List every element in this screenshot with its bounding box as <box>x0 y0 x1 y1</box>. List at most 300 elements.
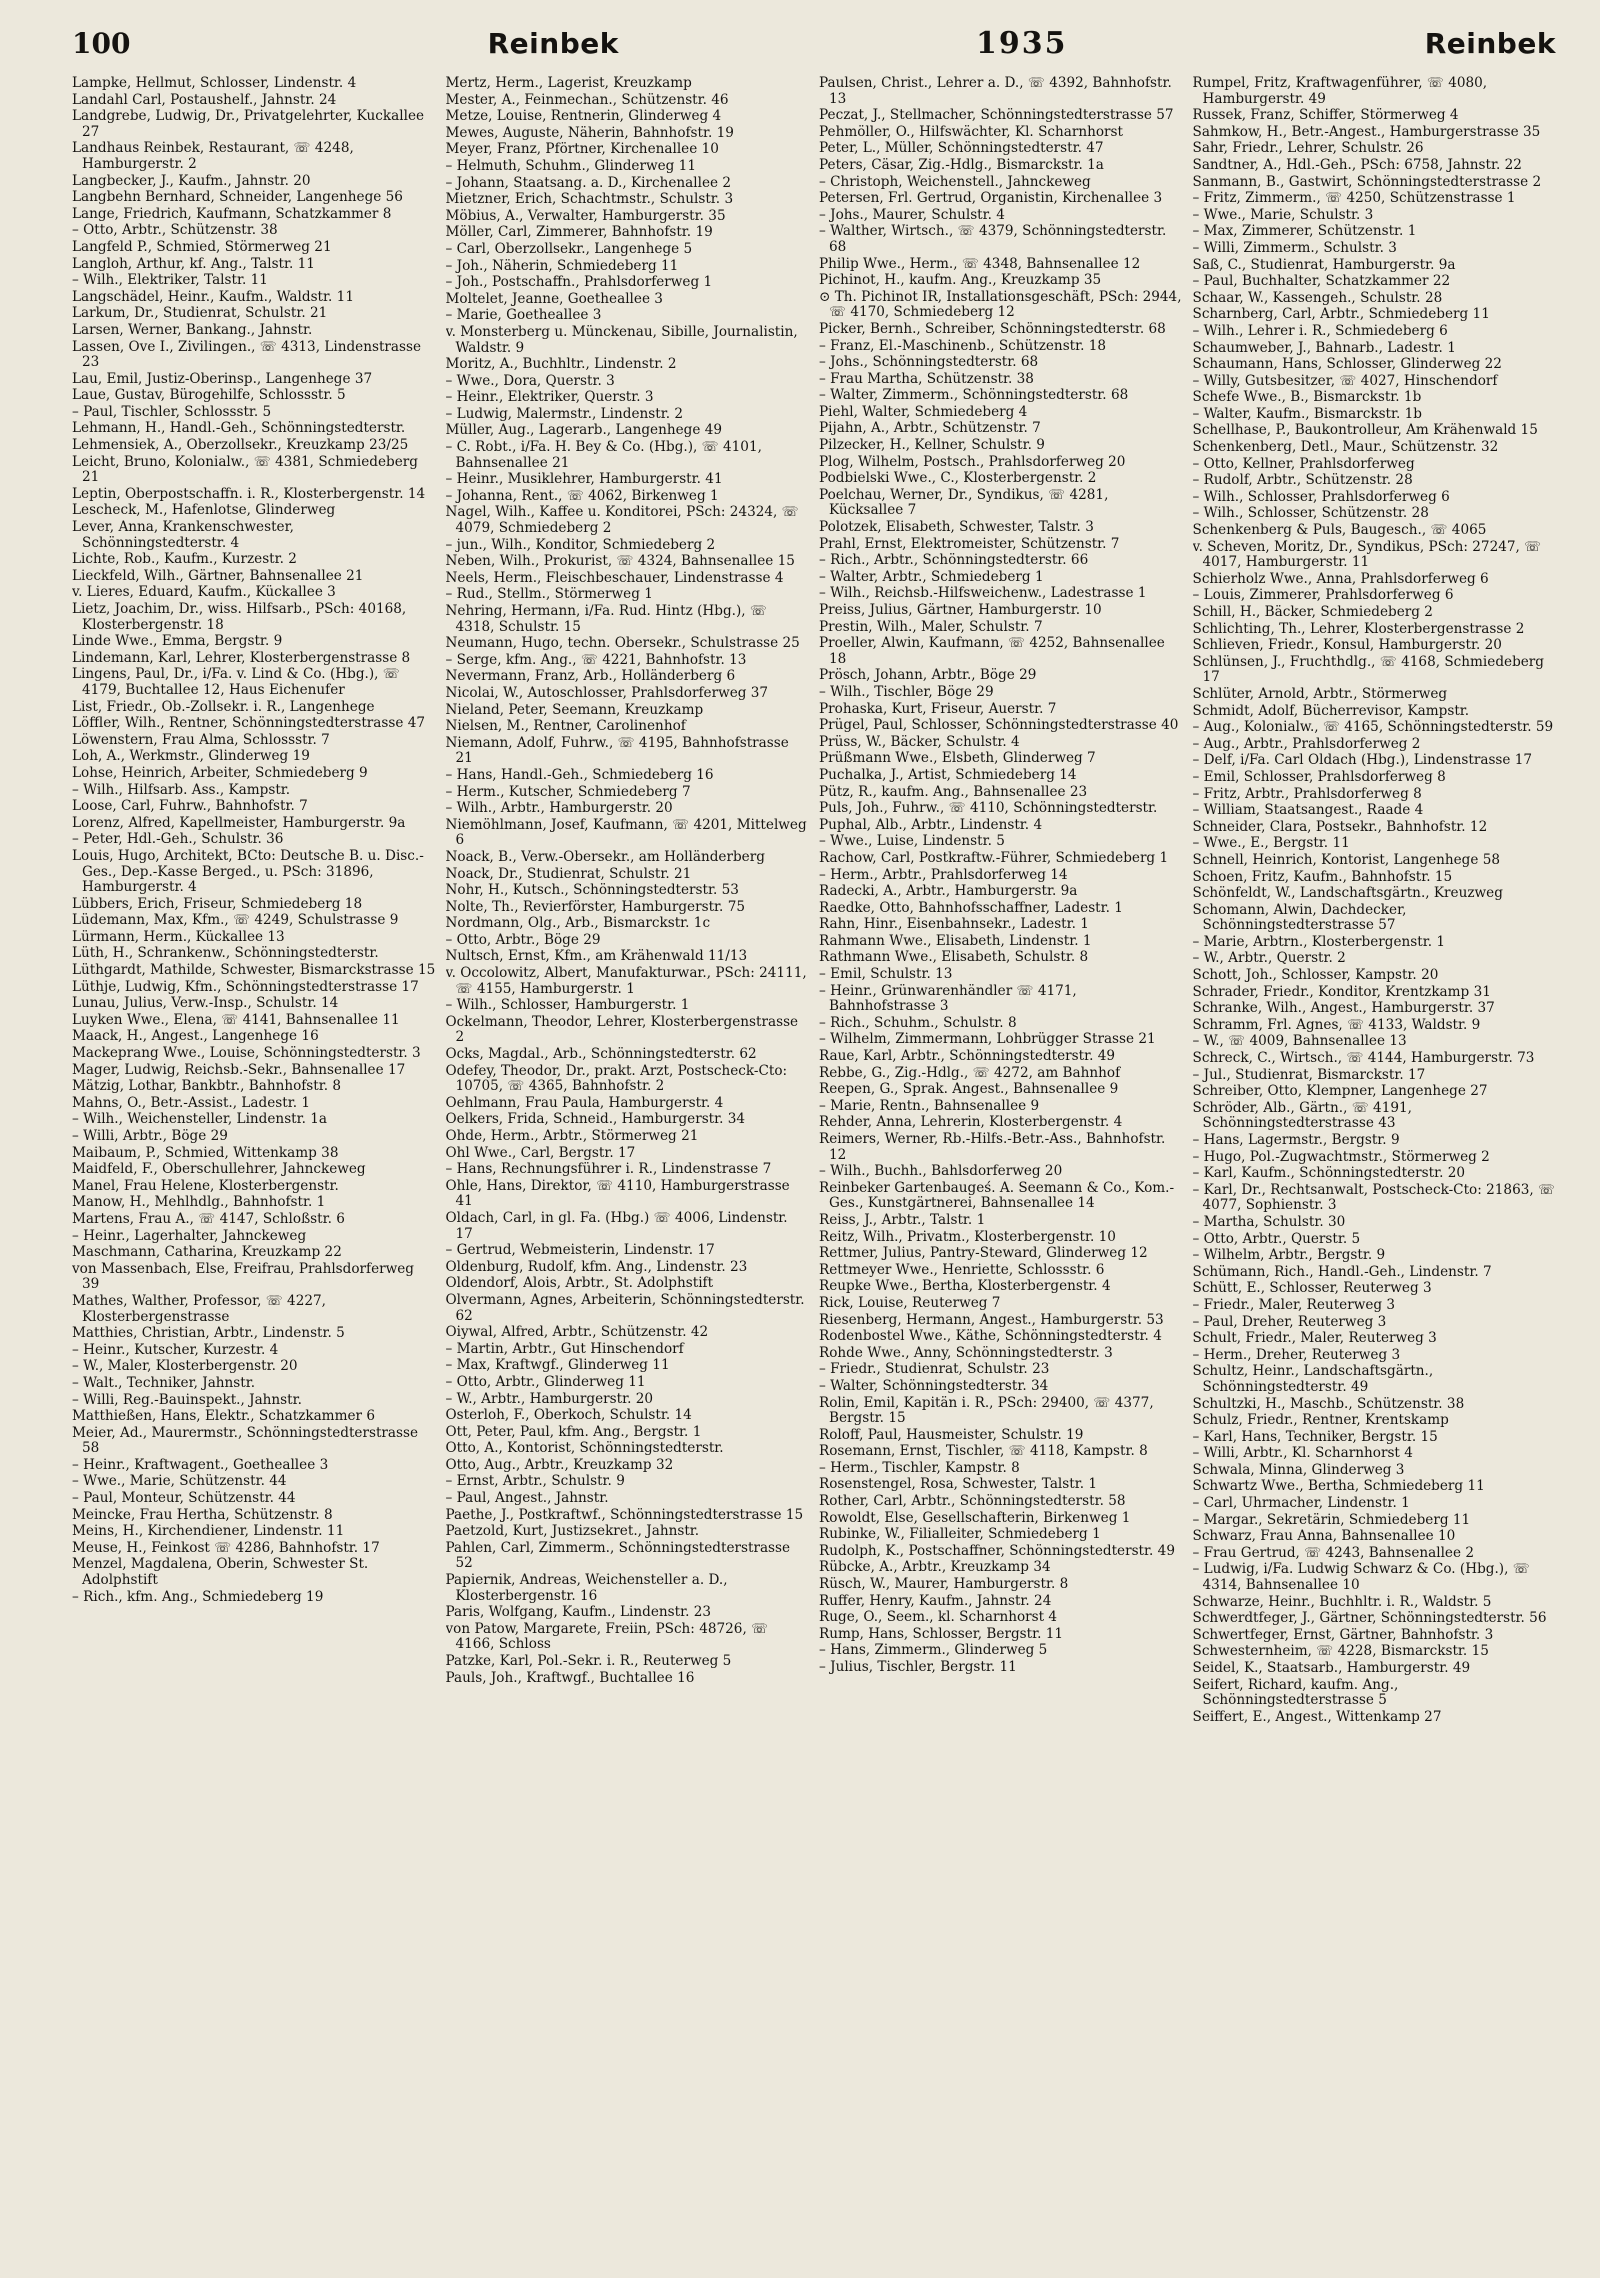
directory-entry: – Rich., Arbtr., Schönningstedterstr. 66 <box>819 552 1089 569</box>
directory-entry: Puchalka, J., Artist, Schmiedeberg 14 <box>819 766 1077 783</box>
directory-entry: Rother, Carl, Arbtr., Schönningstedterstr. 58 <box>819 1493 1126 1510</box>
directory-entry: – Hans, Lagermstr., Bergstr. 9 <box>1192 1132 1400 1148</box>
directory-entry: Larsen, Werner, Bankang., Jahnstr. <box>72 321 313 338</box>
directory-entry: Russek, Franz, Schiffer, Störmerweg 4 <box>1192 107 1459 124</box>
directory-entry: Lüthje, Ludwig, Kfm., Schönningstedterstrasse 17 <box>72 978 419 995</box>
directory-entry: – Johs., Maurer, Schulstr. 4 <box>819 206 1005 223</box>
directory-entry: Pütz, R., kaufm. Ang., Bahnsenallee 23 <box>819 783 1088 800</box>
directory-entry: Schenkenberg, Detl., Maur., Schützenstr. 32 <box>1192 439 1499 456</box>
directory-entry: Mager, Ludwig, Reichsb.-Sekr., Bahnsenallee 17 <box>72 1061 406 1078</box>
directory-entry: Nordmann, Olg., Arb., Bismarckstr. 1c <box>445 915 711 932</box>
directory-entry: – Margar., Sekretärin, Schmiedeberg 11 <box>1192 1511 1471 1528</box>
directory-entry: Manow, H., Mehlhdlg., Bahnhofstr. 1 <box>72 1194 326 1211</box>
directory-entry: – Wilh., Reichsb.-Hilfsweichenw., Ladestrasse 1 <box>819 585 1147 602</box>
directory-entry: – Rudolf, Arbtr., Schützenstr. 28 <box>1192 472 1413 489</box>
directory-entry: – Wwe., E., Bergstr. 11 <box>1192 835 1350 852</box>
directory-entry: Ohle, Hans, Direktor, ☏ 4110, Hamburgerstrasse 41 <box>445 1177 790 1210</box>
directory-entry: – Aug., Arbtr., Prahlsdorferweg 2 <box>1192 735 1421 752</box>
directory-entry: – Hans, Handl.-Geh., Schmiedeberg 16 <box>445 766 714 783</box>
directory-entry: – Heinr., Grünwarenhändler ☏ 4171, Bahnhofstrasse 3 <box>819 982 1077 1015</box>
directory-entry: – Wilh., Weichensteller, Lindenstr. 1a <box>72 1111 328 1128</box>
directory-entry: Schwesternheim, ☏ 4228, Bismarckstr. 15 <box>1192 1643 1489 1660</box>
directory-entry: – Herm., Dreher, Reuterweg 3 <box>1192 1346 1401 1363</box>
directory-entry: Nultsch, Ernst, Kfm., am Krähenwald 11/13 <box>445 948 748 965</box>
directory-entry: Schwertfeger, Ernst, Gärtner, Bahnhofstr. 3 <box>1192 1626 1494 1643</box>
directory-entry: Neels, Herm., Fleischbeschauer, Lindenstrasse 4 <box>445 569 784 586</box>
directory-entry: Lindemann, Karl, Lehrer, Klosterbergenstrasse 8 <box>72 649 411 666</box>
directory-entry: – Marie, Goetheallee 3 <box>445 307 602 324</box>
directory-entry: Lüthgardt, Mathilde, Schwester, Bismarckstrasse 15 <box>72 962 436 979</box>
directory-entry: – Friedr., Studienrat, Schulstr. 23 <box>819 1361 1050 1378</box>
directory-entry: Nohr, H., Kutsch., Schönningstedterstr. 53 <box>445 882 739 899</box>
directory-entry: Oldach, Carl, in gl. Fa. (Hbg.) ☏ 4006, Lindenstr. 17 <box>445 1209 788 1242</box>
directory-entry: Maack, H., Angest., Langenhege 16 <box>72 1028 319 1045</box>
directory-entry: Mathes, Walther, Professor, ☏ 4227, Klosterbergenstrasse <box>72 1292 326 1325</box>
directory-entry: Ockelmann, Theodor, Lehrer, Klosterbergenstrasse 2 <box>445 1013 799 1046</box>
directory-entry: Rübcke, A., Arbtr., Kreuzkamp 34 <box>819 1559 1051 1576</box>
directory-entry: Polotzek, Elisabeth, Schwester, Talstr. 3 <box>819 519 1094 536</box>
directory-entry: Lunau, Julius, Verw.-Insp., Schulstr. 14 <box>72 995 339 1012</box>
directory-entry: – Carl, Uhrmacher, Lindenstr. 1 <box>1192 1495 1410 1512</box>
directory-entry: – Paul, Tischler, Schlossstr. 5 <box>72 403 272 420</box>
directory-entry: Mätzig, Lothar, Bankbtr., Bahnhofstr. 8 <box>72 1078 342 1095</box>
running-title-left: Reinbek <box>487 27 619 60</box>
directory-entry: Müller, Aug., Lagerarb., Langenhege 49 <box>445 422 722 439</box>
directory-entry: – Wilh., Lehrer i. R., Schmiedeberg 6 <box>1192 322 1448 339</box>
directory-entry: – Christoph, Weichenstell., Jahnckeweg <box>819 173 1091 190</box>
directory-entry: – Walther, Wirtsch., ☏ 4379, Schönningstedterstr. 68 <box>819 223 1167 255</box>
directory-entry: Meier, Ad., Maurermstr., Schönningstedterstrasse 58 <box>72 1424 419 1457</box>
page-number: 100 <box>72 27 131 60</box>
directory-entry: Rachow, Carl, Postkraftw.-Führer, Schmiedeberg 1 <box>819 849 1169 866</box>
directory-entry: Martens, Frau A., ☏ 4147, Schloßstr. 6 <box>72 1210 345 1227</box>
directory-entry: Prohaska, Kurt, Friseur, Auerstr. 7 <box>819 700 1057 717</box>
directory-entry: – Wilh., Tischler, Böge 29 <box>819 683 994 700</box>
directory-entry: – Wwe., Dora, Querstr. 3 <box>445 372 615 389</box>
directory-entry: Maidfeld, F., Oberschullehrer, Jahnckeweg <box>72 1161 366 1178</box>
directory-entry: Meins, H., Kirchendiener, Lindenstr. 11 <box>72 1523 345 1540</box>
directory-entry: Olvermann, Agnes, Arbeiterin, Schönningstedterstr. 62 <box>445 1291 805 1324</box>
directory-entry: Mietzner, Erich, Schachtmstr., Schulstr. 3 <box>445 191 734 208</box>
directory-entry: Schellhase, P., Baukontrolleur, Am Krähenwald 15 <box>1192 422 1538 439</box>
directory-entry: Rahn, Hinr., Eisenbahnsekr., Ladestr. 1 <box>819 916 1089 933</box>
directory-column-4 <box>1193 76 1557 2256</box>
directory-entry: Schomann, Alwin, Dachdecker, Schönningstedterstrasse 57 <box>1192 901 1407 934</box>
directory-entry: – Johs., Schönningstedterstr. 68 <box>819 354 1039 371</box>
directory-entry: Puls, Joh., Fuhrw., ☏ 4110, Schönningstedterstr. <box>819 800 1158 817</box>
directory-entry: Raedke, Otto, Bahnhofsschaffner, Ladestr. 1 <box>819 899 1123 916</box>
directory-entry: – Joh., Näherin, Schmiedeberg 11 <box>445 257 679 274</box>
directory-entry: Prüßmann Wwe., Elsbeth, Glinderweg 7 <box>819 750 1096 767</box>
directory-entry: Proeller, Alwin, Kaufmann, ☏ 4252, Bahnsenallee 18 <box>819 635 1165 667</box>
directory-entry: Otto, Aug., Arbtr., Kreuzkamp 32 <box>445 1456 674 1473</box>
directory-entry: – Heinr., Lagerhalter, Jahnckeweg <box>72 1227 307 1244</box>
directory-entry: Reupke Wwe., Bertha, Klosterbergenstr. 4 <box>819 1278 1111 1295</box>
directory-entry: Noack, Dr., Studienrat, Schulstr. 21 <box>445 865 692 882</box>
directory-entry: – Hans, Zimmerm., Glinderweg 5 <box>819 1642 1048 1659</box>
directory-entry: – Otto, Arbtr., Schützenstr. 38 <box>72 222 278 239</box>
directory-entry: Schröder, Alb., Gärtn., ☏ 4191, Schönningstedterstrasse 43 <box>1192 1099 1412 1132</box>
directory-entry: Schoen, Fritz, Kaufm., Bahnhofstr. 15 <box>1192 868 1453 885</box>
directory-entry: Pauls, Joh., Kraftwgf., Buchtallee 16 <box>445 1669 695 1686</box>
directory-entry: – Marie, Rentn., Bahnsenallee 9 <box>819 1097 1040 1114</box>
directory-entry: Lürmann, Herm., Kückallee 13 <box>72 928 285 945</box>
directory-entry: Schlüter, Arnold, Arbtr., Störmerweg <box>1192 685 1448 702</box>
directory-entry: – Wilh., Arbtr., Hamburgerstr. 20 <box>445 800 673 817</box>
directory-entry: – Willi, Arbtr., Kl. Scharnhorst 4 <box>1192 1445 1413 1462</box>
directory-entry: – Delf, i/Fa. Carl Oldach (Hbg.), Lindenstrasse 17 <box>1192 752 1533 769</box>
directory-entry: – Friedr., Maler, Reuterweg 3 <box>1192 1296 1396 1313</box>
directory-entry: Landgrebe, Ludwig, Dr., Privatgelehrter, Kuckallee 27 <box>72 108 425 140</box>
directory-entry: – Frau Martha, Schützenstr. 38 <box>819 370 1034 387</box>
directory-entry: – Heinr., Kraftwagent., Goetheallee 3 <box>72 1456 329 1473</box>
directory-entry: Landhaus Reinbek, Restaurant, ☏ 4248, Hamburgerstr. 2 <box>72 140 354 172</box>
directory-entry: – jun., Wilh., Konditor, Schmiedeberg 2 <box>445 536 716 553</box>
directory-entry: Otto, A., Kontorist, Schönningstedterstr. <box>445 1440 724 1457</box>
directory-entry: Paetzold, Kurt, Justizsekret., Jahnstr. <box>445 1523 700 1540</box>
directory-entry: Lau, Emil, Justiz-Oberinsp., Langenhege 37 <box>72 370 373 387</box>
directory-entry: – Karl, Kaufm., Schönningstedterstr. 20 <box>1192 1165 1466 1182</box>
directory-entry: Schmidt, Adolf, Bücherrevisor, Kampstr. <box>1192 702 1470 719</box>
directory-entry: Langfeld P., Schmied, Störmerweg 21 <box>72 238 332 255</box>
directory-entry: – Wilh., Elektriker, Talstr. 11 <box>72 272 268 289</box>
directory-entry: Peter, L., Müller, Schönningstedterstr. 47 <box>819 140 1104 157</box>
directory-entry: Langloh, Arthur, kf. Ang., Talstr. 11 <box>72 255 315 272</box>
directory-entry: Pilzecker, H., Kellner, Schulstr. 9 <box>819 437 1045 454</box>
directory-entry: Lohse, Heinrich, Arbeiter, Schmiedeberg 9 <box>72 764 368 781</box>
directory-entry: – Heinr., Elektriker, Querstr. 3 <box>445 389 654 406</box>
directory-entry: – Otto, Arbtr., Böge 29 <box>445 931 601 948</box>
directory-entry: Rathmann Wwe., Elisabeth, Schulstr. 8 <box>819 949 1089 966</box>
directory-entry: Pijahn, A., Arbtr., Schützenstr. 7 <box>819 420 1041 437</box>
directory-entry: Lehmann, H., Handl.-Geh., Schönningstedterstr. <box>72 420 406 437</box>
directory-entry: Saß, C., Studienrat, Hamburgerstr. 9a <box>1192 256 1456 273</box>
directory-entry: Möller, Carl, Zimmerer, Bahnhofstr. 19 <box>445 224 713 241</box>
directory-entry: – Hans, Rechnungsführer i. R., Lindenstrasse 7 <box>445 1161 772 1178</box>
directory-entry: ⊙ Th. Pichinot IR, Installationsgeschäft, PSch: 2944, ☏ 4170, Schmiedeberg 12 <box>819 288 1182 321</box>
directory-entry: Podbielski Wwe., C., Klosterbergenstr. 2 <box>819 470 1097 487</box>
directory-entry: Schefe Wwe., B., Bismarckstr. 1b <box>1192 389 1422 406</box>
directory-entry: – Gertrud, Webmeisterin, Lindenstr. 17 <box>445 1242 715 1259</box>
directory-entry: Rick, Louise, Reuterweg 7 <box>819 1294 1001 1311</box>
directory-entry: Neumann, Hugo, techn. Obersekr., Schulstrasse 25 <box>445 635 800 652</box>
directory-entry: Lichte, Rob., Kaufm., Kurzestr. 2 <box>72 551 297 568</box>
directory-entry: Pichinot, H., kaufm. Ang., Kreuzkamp 35 <box>819 272 1102 289</box>
directory-entry: Schlichting, Th., Lehrer, Klosterbergenstrasse 2 <box>1192 620 1525 637</box>
directory-entry: Schramm, Frl. Agnes, ☏ 4133, Waldstr. 9 <box>1192 1016 1481 1033</box>
directory-entry: – Otto, Kellner, Prahlsdorferweg <box>1192 455 1415 472</box>
directory-entry: – Martha, Schulstr. 30 <box>1192 1213 1346 1230</box>
directory-entry: List, Friedr., Ob.-Zollsekr. i. R., Langenhege <box>72 698 375 715</box>
directory-entry: Lampke, Hellmut, Schlosser, Lindenstr. 4 <box>72 76 357 91</box>
directory-entry: – Willy, Gutsbesitzer, ☏ 4027, Hinschendorf <box>1192 372 1498 389</box>
directory-entry: Osterloh, F., Oberkoch, Schulstr. 14 <box>445 1407 692 1424</box>
directory-entry: – Julius, Tischler, Bergstr. 11 <box>819 1659 1017 1675</box>
directory-entry: Ohl Wwe., Carl, Bergstr. 17 <box>445 1144 636 1161</box>
directory-entry: Schenkenberg & Puls, Baugesch., ☏ 4065 <box>1192 522 1487 539</box>
directory-entry: – Ludwig, i/Fa. Ludwig Schwarz & Co. (Hbg.), ☏ 4314, Bahnsenallee 10 <box>1192 1561 1530 1594</box>
directory-entry: Paris, Wolfgang, Kaufm., Lindenstr. 23 <box>445 1604 712 1621</box>
directory-entry: Louis, Hugo, Architekt, BCto: Deutsche B. u. Disc.-Ges., Dep.-Kasse Berged., u. PSch: 31896, Hamburgerstr. 4 <box>72 847 424 896</box>
directory-entry: Paulsen, Christ., Lehrer a. D., ☏ 4392, Bahnhofstr. 13 <box>819 76 1172 107</box>
directory-entry: v. Occolowitz, Albert, Manufakturwar., PSch: 24111, ☏ 4155, Hamburgerstr. 1 <box>445 965 807 997</box>
directory-entry: – Otto, Arbtr., Querstr. 5 <box>1192 1230 1361 1247</box>
directory-entry: – Aug., Kolonialw., ☏ 4165, Schönningstedterstr. 59 <box>1192 719 1554 736</box>
directory-entry: – W., Maler, Klosterbergenstr. 20 <box>72 1358 298 1375</box>
directory-entry: Nevermann, Franz, Arb., Holländerberg 6 <box>445 668 736 685</box>
directory-entry: Schaar, W., Kassengeh., Schulstr. 28 <box>1192 289 1443 306</box>
directory-entry: Ocks, Magdal., Arb., Schönningstedterstr. 62 <box>445 1046 757 1063</box>
directory-entry: Raue, Karl, Arbtr., Schönningstedterstr. 49 <box>819 1048 1116 1065</box>
directory-entry: Schümann, Rich., Handl.-Geh., Lindenstr. 7 <box>1192 1263 1492 1280</box>
directory-entry: – Ludwig, Malermstr., Lindenstr. 2 <box>445 405 684 422</box>
directory-entry: Oldenburg, Rudolf, kfm. Ang., Lindenstr. 23 <box>445 1258 748 1275</box>
directory-entry: – Paul, Buchhalter, Schatzkammer 22 <box>1192 273 1451 290</box>
directory-entry: Prahl, Ernst, Elektromeister, Schützenstr. 7 <box>819 535 1120 552</box>
directory-entry: – Walter, Zimmerm., Schönningstedterstr. 68 <box>819 387 1129 404</box>
directory-entry: – Wilh., Schlosser, Schützenstr. 28 <box>1192 505 1429 522</box>
directory-entry: – Karl, Dr., Rechtsanwalt, Postscheck-Cto: 21863, ☏ 4077, Sophienstr. 3 <box>1192 1181 1556 1214</box>
directory-entry: Loose, Carl, Fuhrw., Bahnhofstr. 7 <box>72 798 308 815</box>
year-heading: 1935 <box>976 26 1068 61</box>
directory-entry: Lüth, H., Schrankenw., Schönningstedterstr. <box>72 945 379 962</box>
directory-entry: Poelchau, Werner, Dr., Syndikus, ☏ 4281, Kücksallee 7 <box>819 486 1109 519</box>
directory-entry: – Frau Gertrud, ☏ 4243, Bahnsenallee 2 <box>1192 1544 1474 1561</box>
directory-entry: Schierholz Wwe., Anna, Prahlsdorferweg 6 <box>1192 570 1489 587</box>
directory-entry: Schultz, Heinr., Landschaftsgärtn., Schönningstedterstr. 49 <box>1192 1363 1434 1395</box>
directory-entry: – Walt., Techniker, Jahnstr. <box>72 1374 256 1391</box>
directory-entry: Prügel, Paul, Schlosser, Schönningstedterstrasse 40 <box>819 717 1179 734</box>
directory-entry: – Hugo, Pol.-Zugwachtmstr., Störmerweg 2 <box>1192 1148 1490 1165</box>
directory-entry: Oiywal, Alfred, Arbtr., Schützenstr. 42 <box>445 1324 709 1341</box>
directory-entry: – Walter, Kaufm., Bismarckstr. 1b <box>1192 405 1423 422</box>
directory-entry: – Fritz, Arbtr., Prahlsdorferweg 8 <box>1192 785 1422 802</box>
directory-entry: Schütt, E., Schlosser, Reuterweg 3 <box>1192 1280 1432 1297</box>
directory-entry: – Franz, El.-Maschinenb., Schützenstr. 18 <box>819 337 1107 354</box>
directory-entry: Schlünsen, J., Fruchthdlg., ☏ 4168, Schmiedeberg 17 <box>1192 653 1545 686</box>
directory-entry: Rosemann, Ernst, Tischler, ☏ 4118, Kampstr. 8 <box>819 1443 1148 1460</box>
directory-entry: v. Scheven, Moritz, Dr., Syndikus, PSch: 27247, ☏ 4017, Hamburgerstr. 11 <box>1192 538 1542 571</box>
directory-entry: Langschädel, Heinr., Kaufm., Waldstr. 11 <box>72 288 354 305</box>
directory-entry: Schreiber, Otto, Klempner, Langenhege 27 <box>1192 1083 1488 1100</box>
directory-entry: – Johann, Staatsang. a. D., Kirchenallee 2 <box>445 174 732 191</box>
directory-entry: Schaumweber, J., Bahnarb., Ladestr. 1 <box>1192 339 1456 356</box>
directory-entry: Plog, Wilhelm, Postsch., Prahlsdorferweg 20 <box>819 453 1126 470</box>
directory-entry: Lehmensiek, A., Oberzollsekr., Kreuzkamp 23/25 <box>72 437 409 454</box>
directory-entry: – Rich., Schuhm., Schulstr. 8 <box>819 1014 1017 1031</box>
directory-entry: – Herm., Arbtr., Prahlsdorferweg 14 <box>819 866 1068 883</box>
directory-entry: – Heinr., Musiklehrer, Hamburgerstr. 41 <box>445 471 723 488</box>
directory-entry: Oldendorf, Alois, Arbtr., St. Adolphstift <box>445 1275 714 1292</box>
directory-entry: – Wwe., Marie, Schulstr. 3 <box>1192 206 1374 223</box>
directory-entry: Schult, Friedr., Maler, Reuterweg 3 <box>1192 1330 1437 1347</box>
directory-entry: – Wilh., Schlosser, Prahlsdorferweg 6 <box>1192 488 1450 505</box>
directory-entry: v. Monsterberg u. Münckenau, Sibille, Journalistin, Waldstr. 9 <box>445 323 798 356</box>
directory-entry: Luyken Wwe., Elena, ☏ 4141, Bahnsenallee 11 <box>72 1011 400 1028</box>
directory-entry: – W., ☏ 4009, Bahnsenallee 13 <box>1192 1033 1407 1050</box>
directory-entry: Seiffert, E., Angest., Wittenkamp 27 <box>1192 1708 1442 1725</box>
directory-entry: Schwarz, Frau Anna, Bahnsenallee 10 <box>1192 1528 1456 1545</box>
directory-entry: Nielsen, M., Rentner, Carolinenhof <box>445 718 686 735</box>
directory-entry: – Johanna, Rent., ☏ 4062, Birkenweg 1 <box>445 487 719 504</box>
directory-entry: Leicht, Bruno, Kolonialw., ☏ 4381, Schmiedeberg 21 <box>72 453 418 486</box>
directory-entry: – Martin, Arbtr., Gut Hinschendorf <box>445 1340 684 1357</box>
directory-entry: Lassen, Ove I., Zivilingen., ☏ 4313, Lindenstrasse 23 <box>72 338 422 371</box>
directory-entry: Schill, H., Bäcker, Schmiedeberg 2 <box>1192 604 1433 620</box>
directory-entry: – Otto, Arbtr., Glinderweg 11 <box>445 1373 646 1390</box>
directory-entry: – Fritz, Zimmerm., ☏ 4250, Schützenstrasse 1 <box>1192 190 1516 207</box>
directory-entry: Ohde, Herm., Arbtr., Störmerweg 21 <box>445 1128 699 1144</box>
directory-entry: Langbecker, J., Kaufm., Jahnstr. 20 <box>72 172 311 189</box>
directory-entry: Rettmeyer Wwe., Henriette, Schlossstr. 6 <box>819 1261 1105 1278</box>
directory-entry: – Rich., kfm. Ang., Schmiedeberg 19 <box>72 1588 324 1605</box>
directory-entry: Pahlen, Carl, Zimmerm., Schönningstedterstrasse 52 <box>445 1539 791 1572</box>
directory-entry: – Heinr., Kutscher, Kurzestr. 4 <box>72 1341 279 1358</box>
directory-entry: Schreck, C., Wirtsch., ☏ 4144, Hamburgerstr. 73 <box>1192 1050 1535 1067</box>
directory-entry: Lescheck, M., Hafenlotse, Glinderweg <box>72 502 336 519</box>
directory-entry: Schultzki, H., Maschb., Schützenstr. 38 <box>1192 1395 1465 1412</box>
directory-entry: – Walter, Arbtr., Schmiedeberg 1 <box>819 568 1044 585</box>
directory-entry: – Serge, kfm. Ang., ☏ 4221, Bahnhofstr. 13 <box>445 651 747 668</box>
directory-entry: Rudolph, K., Postschaffner, Schönningstedterstr. 49 <box>819 1542 1175 1559</box>
directory-entry: Meincke, Frau Hertha, Schützenstr. 8 <box>72 1506 333 1523</box>
directory-entry: Ruge, O., Seem., kl. Scharnhorst 4 <box>819 1609 1058 1626</box>
directory-entry: – Ernst, Arbtr., Schulstr. 9 <box>445 1473 625 1490</box>
directory-entry: Rosenstengel, Rosa, Schwester, Talstr. 1 <box>819 1476 1097 1493</box>
directory-entry: Lübbers, Erich, Friseur, Schmiedeberg 18 <box>72 895 363 912</box>
directory-entry: Metze, Louise, Rentnerin, Glinderweg 4 <box>445 108 722 125</box>
directory-entry: Reitz, Wilh., Privatm., Klosterbergenstr. 10 <box>819 1228 1116 1245</box>
directory-entry: Moritz, A., Buchhltr., Lindenstr. 2 <box>445 356 677 373</box>
directory-entry: Ruffer, Henry, Kaufm., Jahnstr. 24 <box>819 1592 1052 1609</box>
directory-entry: – Wilhelm, Zimmermann, Lohbrügger Strasse 21 <box>819 1031 1156 1048</box>
directory-entry: Nolte, Th., Revierförster, Hamburgerstr. 75 <box>445 898 745 915</box>
directory-entry: Sanmann, B., Gastwirt, Schönningstedterstrasse 2 <box>1192 173 1542 190</box>
directory-column-1 <box>72 76 436 2256</box>
directory-entry: Reepen, G., Sprak. Angest., Bahnsenallee 9 <box>819 1081 1119 1098</box>
directory-entry: Nehring, Hermann, i/Fa. Rud. Hintz (Hbg.), ☏ 4318, Schulstr. 15 <box>445 603 767 635</box>
directory-entry: – Willi, Arbtr., Böge 29 <box>72 1128 228 1144</box>
directory-entry: Prösch, Johann, Arbtr., Böge 29 <box>819 667 1037 684</box>
directory-entry: – Marie, Arbtrn., Klosterbergenstr. 1 <box>1192 933 1446 950</box>
directory-entry: Menzel, Magdalena, Oberin, Schwester St. Adolphstift <box>72 1556 369 1589</box>
directory-entry: Philip Wwe., Herm., ☏ 4348, Bahnsenallee 12 <box>819 255 1141 272</box>
directory-entry: Rahmann Wwe., Elisabeth, Lindenstr. 1 <box>819 932 1092 949</box>
directory-entry: Mester, A., Feinmechan., Schützenstr. 46 <box>445 91 729 108</box>
directory-entry: Sandtner, A., Hdl.-Geh., PSch: 6758, Jahnstr. 22 <box>1192 156 1522 173</box>
directory-entry: von Patow, Margarete, Freiin, PSch: 48726, ☏ 4166, Schloss <box>445 1620 769 1653</box>
directory-entry: Rettmer, Julius, Pantry-Steward, Glinderweg 12 <box>819 1245 1148 1262</box>
directory-entry: – C. Robt., i/Fa. H. Bey & Co. (Hbg.), ☏ 4101, Bahnsenallee 21 <box>445 439 762 471</box>
directory-entry: Maibaum, P., Schmied, Wittenkamp 38 <box>72 1144 339 1161</box>
directory-entry: Niemöhlmann, Josef, Kaufmann, ☏ 4201, Mittelweg 6 <box>445 816 807 849</box>
directory-entry: – Louis, Zimmerer, Prahlsdorferweg 6 <box>1192 587 1454 604</box>
directory-entry: – Willi, Reg.-Bauinspekt., Jahnstr. <box>72 1391 302 1408</box>
directory-entry: – Emil, Schlosser, Prahlsdorferweg 8 <box>1192 768 1446 785</box>
directory-entry: Lange, Friedrich, Kaufmann, Schatzkammer 8 <box>72 205 392 222</box>
directory-entry: Nagel, Wilh., Kaffee u. Konditorei, PSch: 24324, ☏ 4079, Schmiedeberg 2 <box>445 504 799 537</box>
directory-entry: Langbehn Bernhard, Schneider, Langenhege 56 <box>72 189 403 206</box>
directory-entry: – Joh., Postschaffn., Prahlsdorferweg 1 <box>445 274 713 291</box>
directory-entry: Schaumann, Hans, Schlosser, Glinderweg 22 <box>1192 356 1502 373</box>
directory-entry: Puphal, Alb., Arbtr., Lindenstr. 4 <box>819 816 1043 833</box>
directory-entry: – Peter, Hdl.-Geh., Schulstr. 36 <box>72 831 284 848</box>
directory-entry: Paethe, J., Postkraftwf., Schönningstedterstrasse 15 <box>445 1506 804 1523</box>
directory-entry: Mewes, Auguste, Näherin, Bahnhofstr. 19 <box>445 124 734 141</box>
directory-entry: – Wilh., Schlosser, Hamburgerstr. 1 <box>445 997 690 1014</box>
directory-entry: Nicolai, W., Autoschlosser, Prahlsdorferweg 37 <box>445 684 769 701</box>
directory-entry: Seidel, K., Staatsarb., Hamburgerstr. 49 <box>1192 1660 1471 1676</box>
directory-entry: Radecki, A., Arbtr., Hamburgerstr. 9a <box>819 883 1078 900</box>
directory-entry: Rubinke, W., Filialleiter, Schmiedeberg 1 <box>819 1526 1101 1543</box>
directory-entry: Moltelet, Jeanne, Goetheallee 3 <box>445 290 663 307</box>
directory-entry: – Helmuth, Schuhm., Glinderweg 11 <box>445 157 696 174</box>
directory-entry: Piehl, Walter, Schmiedeberg 4 <box>819 403 1028 420</box>
directory-entry: Meyer, Franz, Pförtner, Kirchenallee 10 <box>445 141 719 158</box>
directory-entry: Odefey, Theodor, Dr., prakt. Arzt, Postscheck-Cto: 10705, ☏ 4365, Bahnhofstr. 2 <box>445 1062 788 1095</box>
directory-entry: – Wwe., Marie, Schützenstr. 44 <box>72 1473 287 1490</box>
directory-entry: Niemann, Adolf, Fuhrw., ☏ 4195, Bahnhofstrasse 21 <box>445 734 789 767</box>
directory-entry: Schwarze, Heinr., Buchhltr. i. R., Waldstr. 5 <box>1192 1593 1492 1610</box>
directory-entry: Larkum, Dr., Studienrat, Schulstr. 21 <box>72 305 328 322</box>
directory-entry: Schneider, Clara, Postsekr., Bahnhofstr. 12 <box>1192 818 1488 835</box>
directory-entry: Lüdemann, Max, Kfm., ☏ 4249, Schulstrasse 9 <box>72 912 399 929</box>
directory-entry: – Wilhelm, Arbtr., Bergstr. 9 <box>1192 1247 1386 1264</box>
directory-entry: – Rud., Stellm., Störmerweg 1 <box>445 586 653 603</box>
directory-entry: Rodenbostel Wwe., Käthe, Schönningstedterstr. 4 <box>819 1328 1162 1345</box>
directory-entry: – Walter, Schönningstedterstr. 34 <box>819 1377 1049 1394</box>
directory-entry: Reimers, Werner, Rb.-Hilfs.-Betr.-Ass., Bahnhofstr. 12 <box>819 1131 1166 1163</box>
directory-entry: – Wwe., Luise, Lindenstr. 5 <box>819 833 1005 850</box>
directory-entry: Rüsch, W., Maurer, Hamburgerstr. 8 <box>819 1576 1069 1593</box>
directory-entry: – Herm., Kutscher, Schmiedeberg 7 <box>445 783 691 800</box>
directory-entry: Schulz, Friedr., Rentner, Krentskamp <box>1192 1412 1449 1429</box>
directory-entry: Lingens, Paul, Dr., i/Fa. v. Lind & Co. (Hbg.), ☏ 4179, Buchtallee 12, Haus Eichenufer <box>72 666 400 698</box>
directory-entry: Lieckfeld, Wilh., Gärtner, Bahnsenallee 21 <box>72 567 364 584</box>
directory-entry: – Jul., Studienrat, Bismarckstr. 17 <box>1192 1066 1426 1083</box>
directory-entry: Ott, Peter, Paul, kfm. Ang., Bergstr. 1 <box>445 1423 702 1440</box>
directory-entry: Schrader, Friedr., Konditor, Krentzkamp 31 <box>1192 983 1491 1000</box>
directory-entry: v. Lieres, Eduard, Kaufm., Kückallee 3 <box>72 584 336 601</box>
directory-entry: Sahr, Friedr., Lehrer, Schulstr. 26 <box>1192 140 1424 157</box>
directory-entry: – Wilh., Hilfsarb. Ass., Kampstr. <box>72 781 291 798</box>
directory-entry: Petersen, Frl. Gertrud, Organistin, Kirchenallee 3 <box>819 190 1163 207</box>
directory-entry: Rebbe, G., Zig.-Hdlg., ☏ 4272, am Bahnhof <box>819 1064 1121 1081</box>
directory-entry: Noack, B., Verw.-Obersekr., am Holländerberg <box>445 848 765 865</box>
directory-entry: Lever, Anna, Krankenschwester, Schönningstedterstr. 4 <box>72 519 294 551</box>
directory-entry: Riesenberg, Hermann, Angest., Hamburgerstr. 53 <box>819 1311 1164 1328</box>
directory-entry: Schlieven, Friedr., Konsul, Hamburgerstr. 20 <box>1192 637 1502 654</box>
directory-entry: – Paul, Dreher, Reuterweg 3 <box>1192 1313 1387 1330</box>
directory-entry: Seifert, Richard, kaufm. Ang., Schönningstedterstrasse 5 <box>1192 1676 1399 1709</box>
directory-entry: Pehmöller, O., Hilfswächter, Kl. Scharnhorst <box>819 123 1123 140</box>
directory-entry: Mertz, Herm., Lagerist, Kreuzkamp <box>445 76 692 91</box>
directory-entry: – Karl, Hans, Techniker, Bergstr. 15 <box>1192 1428 1438 1445</box>
directory-entry: Schnell, Heinrich, Kontorist, Langenhege 58 <box>1192 851 1501 868</box>
directory-entry: Roloff, Paul, Hausmeister, Schulstr. 19 <box>819 1426 1084 1443</box>
directory-entry: Rowoldt, Else, Gesellschafterin, Birkenweg 1 <box>819 1509 1131 1526</box>
directory-column-2 <box>446 76 810 2256</box>
directory-entry: Neben, Wilh., Prokurist, ☏ 4324, Bahnsenallee 15 <box>445 553 795 570</box>
directory-entry: Maschmann, Catharina, Kreuzkamp 22 <box>72 1244 342 1261</box>
directory-entry: Peters, Cäsar, Zig.-Hdlg., Bismarckstr. 1a <box>819 156 1104 173</box>
directory-entry: Reiss, J., Arbtr., Talstr. 1 <box>819 1211 986 1228</box>
directory-entry: Oehlmann, Frau Paula, Hamburgerstr. 4 <box>445 1094 724 1111</box>
directory-entry: – Max, Kraftwgf., Glinderweg 11 <box>445 1357 670 1374</box>
directory-entry: Löffler, Wilh., Rentner, Schönningstedterstrasse 47 <box>72 715 426 732</box>
directory-entry: Laue, Gustav, Bürogehilfe, Schlossstr. 5 <box>72 387 346 404</box>
directory-entry: Picker, Bernh., Schreiber, Schönningstedterstr. 68 <box>819 320 1166 337</box>
